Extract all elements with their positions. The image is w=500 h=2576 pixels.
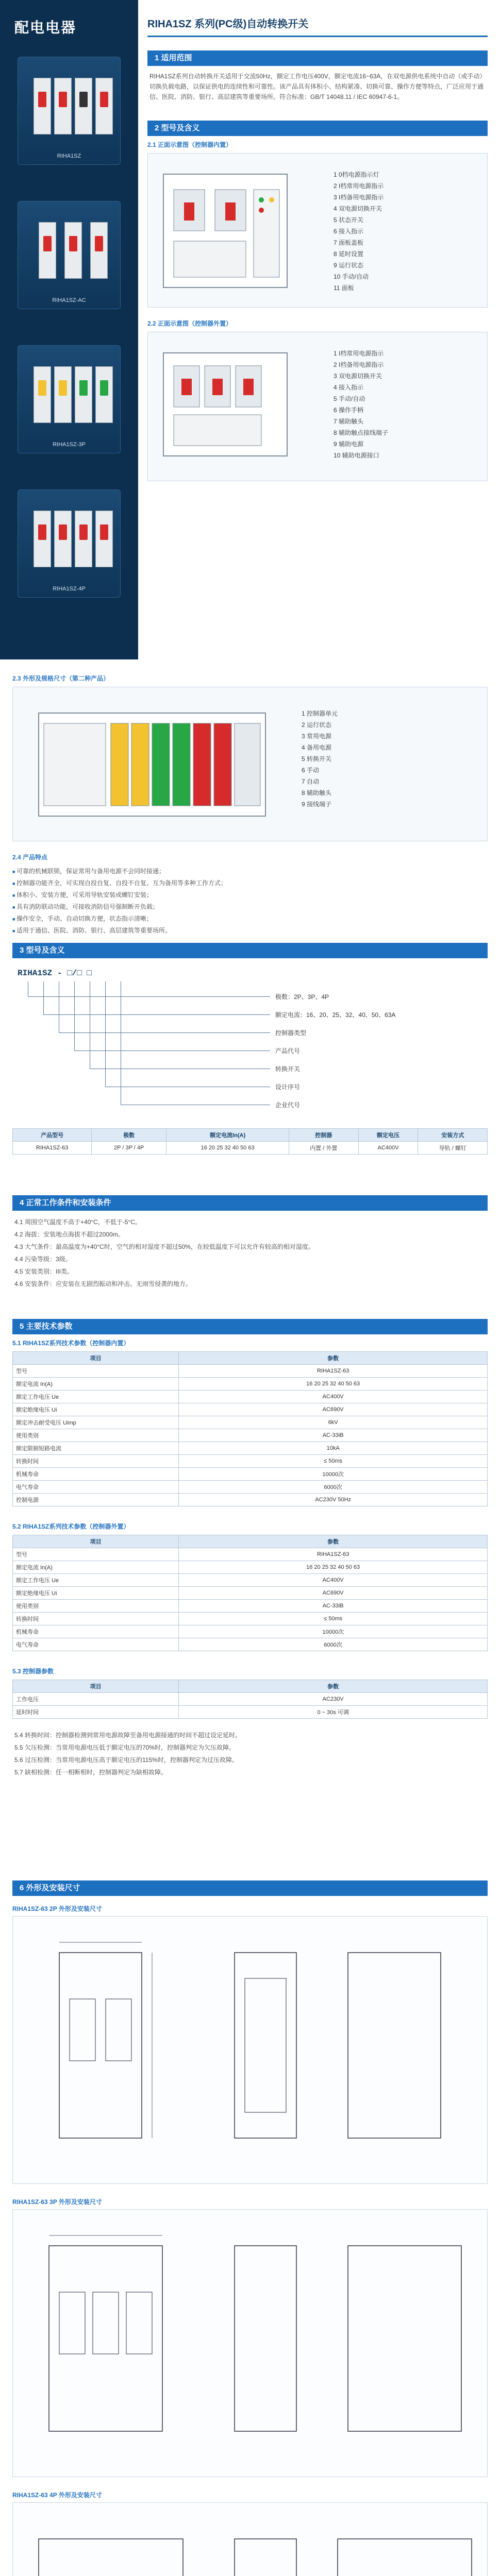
legend-item: 1 0档电源指示灯: [334, 171, 379, 178]
switch-front-drawing: [153, 159, 308, 303]
table-cell: RIHA1SZ-63: [179, 1365, 488, 1378]
section-title: 2 型号及含义: [147, 121, 488, 136]
table-cell: AC400V: [358, 1142, 418, 1155]
conditions-list: [12, 1211, 488, 1295]
legend-item: 3 I档备用电源指示: [334, 194, 384, 201]
table-header: 额定电流In(A): [166, 1129, 289, 1142]
legend-item: 9 辅助电源: [334, 440, 364, 448]
legend-item: 8 辅助触头: [302, 789, 332, 796]
table-cell: 16 20 25 32 40 50 63: [179, 1378, 488, 1391]
product-card-3: [18, 345, 121, 453]
table-cell: 6kV: [179, 1416, 488, 1429]
table-cell: AC-33iB: [179, 1600, 488, 1613]
legend-item: 8 辅助触点接线端子: [334, 429, 389, 436]
table-row: [13, 1706, 488, 1719]
table-row: [13, 1638, 488, 1651]
table-cell: 6000次: [179, 1481, 488, 1494]
table-cell: 额定电流 In(A): [13, 1561, 179, 1574]
table-cell: 工作电压: [13, 1693, 179, 1706]
table-cell: 转换时间: [13, 1455, 179, 1468]
product-caption: RIHA1SZ-4P: [53, 586, 86, 592]
code-label: 控制器类型: [275, 1029, 307, 1037]
table-cell: 额定绝缘电压 Ui: [13, 1587, 179, 1600]
note-item: 5.5 欠压检测：当常用电源电压低于额定电压的70%时，控制器判定为欠压故障。: [14, 1744, 236, 1751]
table-header: 项目: [13, 1352, 179, 1365]
section-title: 5 主要技术参数: [12, 1319, 488, 1334]
table-header: 参数: [179, 1352, 488, 1365]
sub-title: 2.1 正面示意图（控制器内置）: [147, 141, 232, 148]
table-cell: 2P / 3P / 4P: [92, 1142, 166, 1155]
table-header: 控制器: [289, 1129, 359, 1142]
legend-item: 2 I档备用电源指示: [334, 361, 384, 368]
code-label: 转换开关: [275, 1065, 301, 1073]
page-title: RIHA1SZ 系列(PC级)自动转换开关: [147, 19, 309, 30]
drawing-3p: [12, 2209, 488, 2477]
table-row: [13, 1587, 488, 1600]
spec-table-external: [12, 1535, 488, 1651]
feature-item: ■ 操作安全，手动、自动切换方便，状态指示清晰；: [12, 913, 488, 925]
table-cell: ≤ 50ms: [179, 1613, 488, 1625]
legend-item: 9 运行状态: [334, 262, 364, 269]
table-cell: AC230V 50Hz: [179, 1494, 488, 1506]
section-text: RIHA1SZ系列自动转换开关适用于交流50Hz，额定工作电压400V，额定电流16~63A，在双电源供电系统中自动（或手动）切换负载电路，以保证供电的连续性和可靠性。该产品具有体积小、结构紧凑、切换可靠、操作方便等特点，广泛应用于通信、医院、消防、银行、高层建筑等重要场所。符合标准：GB/T 14048.11 / IEC 60947-6-1。: [149, 73, 484, 100]
table-row: [13, 1416, 488, 1429]
table-cell: 使用类别: [13, 1429, 179, 1442]
table-row: [13, 1481, 488, 1494]
modular-switch-drawing: [28, 692, 276, 837]
table-cell: 额定工作电压 Ue: [13, 1574, 179, 1587]
feature-bullets: [12, 866, 488, 937]
legend-item: 8 延时设置: [334, 250, 364, 258]
table-row: [13, 1693, 488, 1706]
legend-item: 7 辅助触头: [334, 418, 364, 425]
legend-item: 11 面板: [334, 284, 354, 292]
table-cell: 额定绝缘电压 Ui: [13, 1403, 179, 1416]
section-4: [12, 1195, 488, 1295]
table-cell: AC230V: [179, 1693, 488, 1706]
table-cell: 16 20 25 32 40 50 63: [166, 1142, 289, 1155]
legend-list: [302, 708, 338, 810]
table-row: [13, 1442, 488, 1455]
legend-item: 4 备用电源: [302, 744, 332, 751]
model-code: RIHA1SZ - □/□ □: [18, 969, 92, 978]
table-row: [13, 1429, 488, 1442]
sidebar: [0, 0, 138, 659]
drawing-4p: [12, 2502, 488, 2576]
legend-item: 7 面板盖板: [334, 239, 364, 246]
table-row: [13, 1391, 488, 1403]
table-row: [13, 1494, 488, 1506]
table-cell: 额定冲击耐受电压 Uimp: [13, 1416, 179, 1429]
table-cell: 电气寿命: [13, 1481, 179, 1494]
condition-item: 4.6 安装条件：应安装在无剧烈振动和冲击、无雨雪侵袭的地方。: [14, 1280, 192, 1287]
table-row: [13, 1455, 488, 1468]
table-header: 项目: [13, 1535, 179, 1548]
legend-item: 1 I档常用电源指示: [334, 350, 384, 357]
table-row: [13, 1561, 488, 1574]
drawing-title: RIHA1SZ-63 2P 外形及安装尺寸: [12, 1905, 102, 1912]
table-cell: AC-33iB: [179, 1429, 488, 1442]
legend-item: 5 手动/自动: [334, 395, 365, 402]
table-row: [13, 1468, 488, 1481]
section-title: 4 正常工作条件和安装条件: [12, 1195, 488, 1211]
feature-item: ■ 适用于通信、医院、消防、银行、高层建筑等重要场所。: [12, 925, 488, 937]
brand-title: 配电电器: [14, 20, 77, 36]
section-title: 1 适用范围: [147, 50, 488, 66]
feature-item: ■ 具有消防联动功能，可接收消防信号强制断开负载；: [12, 901, 488, 913]
note-item: 5.6 过压检测：当常用电源电压高于额定电压的115%时，控制器判定为过压故障。: [14, 1756, 238, 1764]
sub-title: 2.3 外形及规格尺寸（第二种产品）: [12, 675, 110, 682]
table-cell: 内置 / 外置: [289, 1142, 359, 1155]
table-row: [13, 1365, 488, 1378]
table-cell: 使用类别: [13, 1600, 179, 1613]
table-cell: 型号: [13, 1548, 179, 1561]
table-row: [13, 1625, 488, 1638]
feature-item: ■ 控制器功能齐全，可实现自投自复、自投不自复、互为备用等多种工作方式；: [12, 877, 488, 889]
table-row: [13, 1378, 488, 1391]
table-header: 参数: [179, 1535, 488, 1548]
table-cell: 机械寿命: [13, 1468, 179, 1481]
note-item: 5.7 缺相检测：任一相断相时，控制器判定为缺相故障。: [14, 1769, 168, 1776]
legend-item: 6 操作手柄: [334, 406, 364, 414]
drawing-title: RIHA1SZ-63 4P 外形及安装尺寸: [12, 2492, 102, 2499]
front-diagram-internal: [147, 153, 488, 308]
table-cell: 延时时间: [13, 1706, 179, 1719]
section-6: [12, 1880, 488, 2576]
table-row: [13, 1613, 488, 1625]
model-table: [12, 1128, 488, 1155]
table-header: 参数: [179, 1680, 488, 1693]
product-caption: RIHA1SZ-3P: [53, 442, 86, 448]
table-cell: RIHA1SZ-63: [179, 1548, 488, 1561]
section-title: 3 型号及含义: [12, 943, 488, 958]
notes-list: [12, 1724, 488, 1784]
condition-item: 4.2 海拔：安装地点海拔不超过2000m。: [14, 1231, 124, 1238]
product-card-1: [18, 57, 121, 165]
table-cell: AC690V: [179, 1587, 488, 1600]
table-cell: 10000次: [179, 1468, 488, 1481]
outline-drawing: [18, 1922, 482, 2179]
legend-item: 2 I档常用电源指示: [334, 182, 384, 190]
drawing-2p: [12, 1916, 488, 2184]
legend-item: 6 接入指示: [334, 228, 364, 235]
model-code-diagram: [12, 958, 488, 1128]
code-label: 额定电流：16、20、25、32、40、50、63A: [275, 1011, 396, 1019]
legend-item: 10 辅助电源接口: [334, 452, 379, 459]
table-cell: 0 ~ 30s 可调: [179, 1706, 488, 1719]
condition-item: 4.5 安装类别：III类。: [14, 1268, 74, 1275]
table-row: [13, 1574, 488, 1587]
sub-title: 2.4 产品特点: [12, 854, 48, 861]
table-row: [13, 1548, 488, 1561]
table-cell: 机械寿命: [13, 1625, 179, 1638]
legend-list: [334, 169, 384, 294]
condition-item: 4.1 周围空气温度不高于+40°C，不低于-5°C。: [14, 1218, 141, 1226]
table-header: 产品型号: [13, 1129, 92, 1142]
product-card-2: [18, 201, 121, 309]
table-cell: RIHA1SZ-63: [13, 1142, 92, 1155]
legend-item: 5 状态开关: [334, 216, 364, 224]
sub-title: 5.3 控制器参数: [12, 1668, 54, 1675]
product-card-4: [18, 489, 121, 598]
legend-item: 4 双电源切换开关: [334, 205, 382, 212]
table-cell: 16 20 25 32 40 50 63: [179, 1561, 488, 1574]
code-label: 设计序号: [275, 1083, 301, 1091]
table-cell: 10000次: [179, 1625, 488, 1638]
table-row: [13, 1600, 488, 1613]
table-cell: 转换时间: [13, 1613, 179, 1625]
table-header: 极数: [92, 1129, 166, 1142]
table-row: [13, 1403, 488, 1416]
table-cell: ≤ 50ms: [179, 1455, 488, 1468]
section-3: [12, 943, 488, 1155]
table-cell: AC400V: [179, 1391, 488, 1403]
note-item: 5.4 转换时间：控制器检测到常用电源故障至备用电源接通的时间不超过设定延时。: [14, 1732, 242, 1739]
legend-item: 7 自动: [302, 778, 320, 785]
outline-drawing: [18, 2508, 482, 2576]
legend-item: 5 转换开关: [302, 755, 332, 762]
condition-item: 4.3 大气条件：最高温度为+40°C时，空气的相对湿度不超过50%，在较低温度下可以允许有较高的相对湿度。: [14, 1243, 314, 1250]
section-5: [12, 1319, 488, 1784]
table-cell: AC400V: [179, 1574, 488, 1587]
table-cell: 10kA: [179, 1442, 488, 1455]
legend-list: [334, 348, 388, 461]
condition-item: 4.4 污染等级：3级。: [14, 1256, 72, 1263]
table-cell: 控制电源: [13, 1494, 179, 1506]
sub-title: 5.2 RIHA1SZ系列技术参数（控制器外置）: [12, 1523, 130, 1530]
switch-front-drawing: [153, 337, 308, 477]
table-cell: 6000次: [179, 1638, 488, 1651]
legend-item: 3 常用电源: [302, 733, 332, 740]
code-label: 极数：2P、3P、4P: [275, 993, 329, 1001]
main-column: [147, 0, 488, 481]
drawing-title: RIHA1SZ-63 3P 外形及安装尺寸: [12, 2198, 102, 2206]
table-cell: 型号: [13, 1365, 179, 1378]
legend-item: 6 手动: [302, 767, 320, 774]
code-label: 产品代号: [275, 1047, 301, 1055]
sub-title: 2.2 正面示意图（控制器外置）: [147, 320, 232, 327]
section-2-3: [12, 670, 488, 937]
spec-table-internal: [12, 1351, 488, 1506]
table-cell: 导轨 / 螺钉: [418, 1142, 488, 1155]
sub-title: 5.1 RIHA1SZ系列技术参数（控制器内置）: [12, 1340, 130, 1347]
product-layout-diagram: [12, 687, 488, 841]
front-diagram-external: [147, 332, 488, 481]
legend-item: 3 双电源切换开关: [334, 372, 382, 380]
outline-drawing: [18, 2215, 482, 2472]
product-caption: RIHA1SZ-AC: [52, 297, 86, 303]
table-cell: AC690V: [179, 1403, 488, 1416]
product-caption: RIHA1SZ: [57, 153, 81, 159]
feature-item: ■ 可靠的机械联锁，保证常用与备用电源不会同时接通；: [12, 866, 488, 877]
legend-item: 9 接线端子: [302, 801, 332, 808]
legend-item: 4 接入指示: [334, 384, 364, 391]
legend-item: 10 手动/自动: [334, 273, 369, 280]
page-header: [147, 0, 488, 37]
code-label: 企业代号: [275, 1101, 301, 1109]
table-header: 额定电压: [358, 1129, 418, 1142]
table-cell: 额定工作电压 Ue: [13, 1391, 179, 1403]
table-cell: 电气寿命: [13, 1638, 179, 1651]
feature-item: ■ 体积小、安装方便，可采用导轨安装或螺钉安装；: [12, 889, 488, 901]
table-header: 安装方式: [418, 1129, 488, 1142]
table-cell: 额定电流 In(A): [13, 1378, 179, 1391]
controller-table: [12, 1680, 488, 1719]
table-cell: 额定限制短路电流: [13, 1442, 179, 1455]
section-title: 6 外形及安装尺寸: [12, 1880, 488, 1896]
table-row: [13, 1142, 488, 1155]
table-header: 项目: [13, 1680, 179, 1693]
legend-item: 2 运行状态: [302, 721, 332, 728]
legend-item: 1 控制器单元: [302, 710, 338, 717]
